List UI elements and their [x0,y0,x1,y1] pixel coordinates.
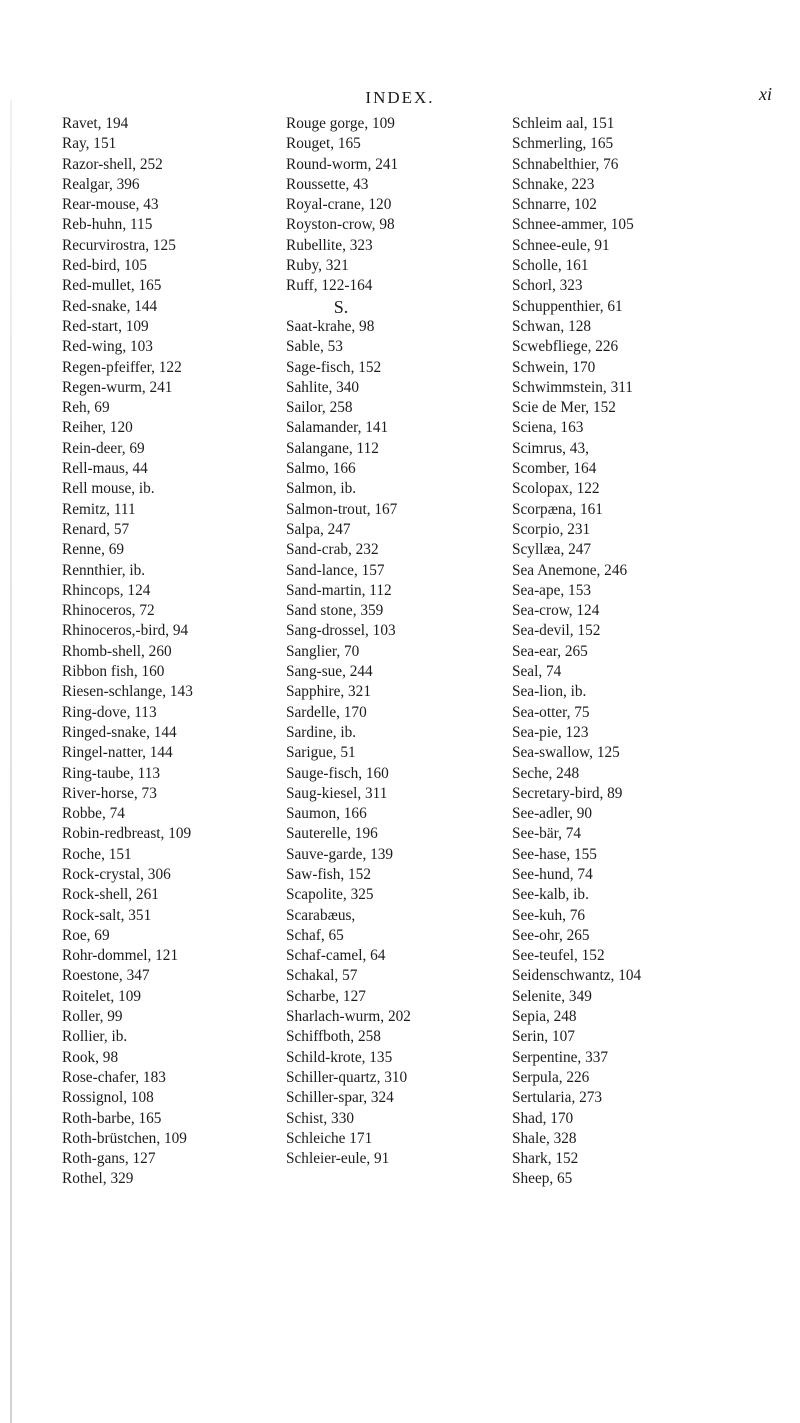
index-entry: Renard, 57 [62,520,130,538]
index-entry: Roestone, 347 [62,967,150,985]
index-entry: Scie de Mer, 152 [512,399,616,417]
index-entry: Riesen-schlange, 143 [62,683,193,701]
index-entry: Robin-redbreast, 109 [62,825,192,843]
index-entry: Scharbe, 127 [286,987,366,1005]
index-entry: Scorpio, 231 [512,520,591,538]
index-entry: Sea-swallow, 125 [512,744,620,762]
index-entry: Renne, 69 [62,541,125,559]
index-entry: Salmon, ib. [286,480,357,498]
index-entry: Regen-wurm, 241 [62,378,173,396]
index-entry: Roth-barbe, 165 [62,1109,162,1127]
index-entry: See-hase, 155 [512,845,597,863]
index-entry: Rell mouse, ib. [62,480,155,498]
index-entry: Roitelet, 109 [62,987,142,1005]
index-entry: Remitz, 111 [62,500,136,518]
index-entry: Sea-lion, ib. [512,683,587,701]
index-entry: See-kalb, ib. [512,886,589,904]
index-entry: Schaf, 65 [286,926,344,944]
index-entry: Serpentine, 337 [512,1048,609,1066]
index-entry: Rear-mouse, 43 [62,196,159,214]
section-letter: S. [333,296,349,317]
index-entry: Rook, 98 [62,1048,119,1066]
index-entry: Schnee-eule, 91 [512,236,610,254]
index-entry: Salmo, 166 [286,460,356,478]
index-entry: Rhincops, 124 [62,581,151,599]
index-entry: Shale, 328 [512,1129,577,1147]
index-entry: Scarabæus, [286,906,356,924]
index-entry: Schiller-spar, 324 [286,1089,394,1107]
index-entry: Rhomb-shell, 260 [62,642,172,660]
index-entry: Sang-sue, 244 [286,663,373,681]
index-entry: Serin, 107 [512,1028,575,1046]
index-entry: Sea-devil, 152 [512,622,601,640]
index-entry: See-hund, 74 [512,865,593,883]
index-entry: Schnabelthier, 76 [512,155,619,173]
index-entry: Schiffboth, 258 [286,1028,381,1046]
index-entry: Rothel, 329 [62,1170,134,1188]
index-entry: Schiller-quartz, 310 [286,1068,408,1086]
index-entry: Scwebfliege, 226 [512,338,619,356]
page-edge-shadow [10,100,12,1423]
index-entry: Sea-crow, 124 [512,602,600,620]
index-entry: Schmerling, 165 [512,135,614,153]
index-entry: Serpula, 226 [512,1068,590,1086]
index-entry: Sheep, 65 [512,1170,573,1188]
running-title: INDEX. [365,88,435,107]
index-entry: Ring-dove, 113 [62,703,157,721]
index-entry: See-ohr, 265 [512,926,590,944]
index-entry: Schnake, 223 [512,175,595,193]
index-entry: Red-wing, 103 [62,338,153,356]
index-entry: Ravet, 194 [62,115,129,132]
index-entry: Reiher, 120 [62,419,133,437]
index-entry: Sea-ape, 153 [512,581,592,599]
index-entry: Rennthier, ib. [62,561,146,579]
index-entry: Red-bird, 105 [62,257,147,275]
index-entry: Roe, 69 [62,926,110,944]
index-entry: Roth-gans, 127 [62,1150,156,1168]
index-entry: Schwein, 170 [512,358,596,376]
index-entry: Rollier, ib. [62,1028,128,1046]
index-entry: Schaf-camel, 64 [286,947,386,965]
index-entry: Razor-shell, 252 [62,155,163,173]
index-entry: Shad, 170 [512,1109,574,1127]
index-entry: Sciena, 163 [512,419,584,437]
index-entry: Scholle, 161 [512,257,589,275]
index-entry: Scimrus, 43, [512,439,589,457]
index-entry: Rock-salt, 351 [62,906,152,924]
index-entry: Salangane, 112 [286,439,379,457]
index-entry: Sea-otter, 75 [512,703,590,721]
index-entry: Sand stone, 359 [286,602,384,620]
index-entry: Shark, 152 [512,1150,579,1168]
index-entry: Sauge-fisch, 160 [286,764,389,782]
index-entry: Saumon, 166 [286,805,367,823]
index-entry: Scapolite, 325 [286,886,374,904]
index-entry: Rock-shell, 261 [62,886,159,904]
index-entry: Red-mullet, 165 [62,277,162,295]
index-entry: Sea Anemone, 246 [512,561,628,579]
index-entry: River-horse, 73 [62,784,157,802]
index-entry: Recurvirostra, 125 [62,236,176,254]
index-entry: Sauterelle, 196 [286,825,378,843]
index-entry: Salmon-trout, 167 [286,500,398,518]
index-entry: Reb-huhn, 115 [62,216,153,234]
index-entry: Secretary-bird, 89 [512,784,623,802]
index-entry: Reh, 69 [62,399,110,417]
index-entry: Sand-crab, 232 [286,541,379,559]
index-entry: Ruff, 122-164 [286,277,373,295]
index-entry: Ringel-natter, 144 [62,744,173,762]
index-entry: Schnarre, 102 [512,196,597,214]
index-entry: Sardine, ib. [286,723,357,741]
index-entry: Rossignol, 108 [62,1089,154,1107]
index-entry: Royston-crow, 98 [286,216,395,234]
index-entry: Sang-drossel, 103 [286,622,396,640]
index-entry: Sable, 53 [286,338,343,356]
index-entry: Sauve-garde, 139 [286,845,394,863]
page-number: xi [759,84,772,104]
index-entry: Seche, 248 [512,764,580,782]
index-entry: Rohr-dommel, 121 [62,947,179,965]
index-entry: Ray, 151 [62,135,117,153]
index-entry: Sertularia, 273 [512,1089,603,1107]
index-entry: Selenite, 349 [512,987,592,1005]
index-entry: Roth-brüstchen, 109 [62,1129,187,1147]
index-entry: Regen-pfeiffer, 122 [62,358,182,376]
index-entry: See-bär, 74 [512,825,582,843]
index-entry: Rouge gorge, 109 [286,115,395,132]
index-entry: Schleier-eule, 91 [286,1150,390,1168]
index-entry: Scomber, 164 [512,460,597,478]
index-entry: Ring-taube, 113 [62,764,160,782]
index-entry: Schwimmstein, 311 [512,378,633,396]
index-entry: Salamander, 141 [286,419,389,437]
index-entry: Red-snake, 144 [62,297,158,315]
index-entry: Rubellite, 323 [286,236,373,254]
index-entry: Seidenschwantz, 104 [512,967,642,985]
index-entry: Scolopax, 122 [512,480,600,498]
index-entry: Schleiche 171 [286,1129,373,1147]
index-entry: Saug-kiesel, 311 [286,784,388,802]
index-entry: Sahlite, 340 [286,378,360,396]
index-entry: Schwan, 128 [512,317,592,335]
index-entry: Sea-pie, 123 [512,723,589,741]
index-entry: See-kuh, 76 [512,906,586,924]
index-entry: Schakal, 57 [286,967,358,985]
index-entry: Saat-krahe, 98 [286,317,375,335]
index-entry: Scyllæa, 247 [512,541,592,559]
index-entry: Ribbon fish, 160 [62,663,165,681]
index-entry: Rose-chafer, 183 [62,1068,166,1086]
index-entry: Salpa, 247 [286,520,351,538]
index-entry: Sarigue, 51 [286,744,356,762]
index-entry: Rein-deer, 69 [62,439,145,457]
index-entry: Sharlach-wurm, 202 [286,1008,411,1026]
index-entry: Round-worm, 241 [286,155,399,173]
index-entry: Ruby, 321 [286,257,349,275]
page-header [0,84,800,112]
index-entry: Sanglier, 70 [286,642,360,660]
index-entry: Realgar, 396 [62,175,140,193]
index-column-3 [512,114,762,1190]
index-entry: Ringed-snake, 144 [62,723,177,741]
index-entry: Rell-maus, 44 [62,460,148,478]
index-entry: Rhinoceros, 72 [62,602,155,620]
index-entry: Sardelle, 170 [286,703,367,721]
index-entry: Rouget, 165 [286,135,361,153]
index-entry: Rhinoceros,-bird, 94 [62,622,189,640]
index-entry: Sailor, 258 [286,399,353,417]
index-entry: Schild-krote, 135 [286,1048,393,1066]
index-entry: See-teufel, 152 [512,947,605,965]
index-entry: Sapphire, 321 [286,683,371,701]
index-entry: Royal-crane, 120 [286,196,392,214]
index-entry: Rock-crystal, 306 [62,865,171,883]
index-entry: Red-start, 109 [62,317,149,335]
index-entry: Schorl, 323 [512,277,583,295]
index-entry: Seal, 74 [512,663,562,681]
index-entry: Sage-fisch, 152 [286,358,382,376]
index-entry: Schnee-ammer, 105 [512,216,634,234]
index-entry: Roller, 99 [62,1008,123,1026]
index-entry: Robbe, 74 [62,805,125,823]
index-column-2 [286,114,536,1169]
index-entry: Roche, 151 [62,845,132,863]
index-entry: Schleim aal, 151 [512,115,615,132]
index-entry: Schuppenthier, 61 [512,297,623,315]
index-column-1 [62,114,312,1190]
index-entry: Sepia, 248 [512,1008,577,1026]
index-entry: See-adler, 90 [512,805,593,823]
index-entry: Sand-lance, 157 [286,561,385,579]
index-entry: Sea-ear, 265 [512,642,588,660]
index-entry: Scorpæna, 161 [512,500,603,518]
index-entry: Roussette, 43 [286,175,369,193]
index-entry: Schist, 330 [286,1109,354,1127]
index-entry: Saw-fish, 152 [286,865,371,883]
index-entry: Sand-martin, 112 [286,581,392,599]
